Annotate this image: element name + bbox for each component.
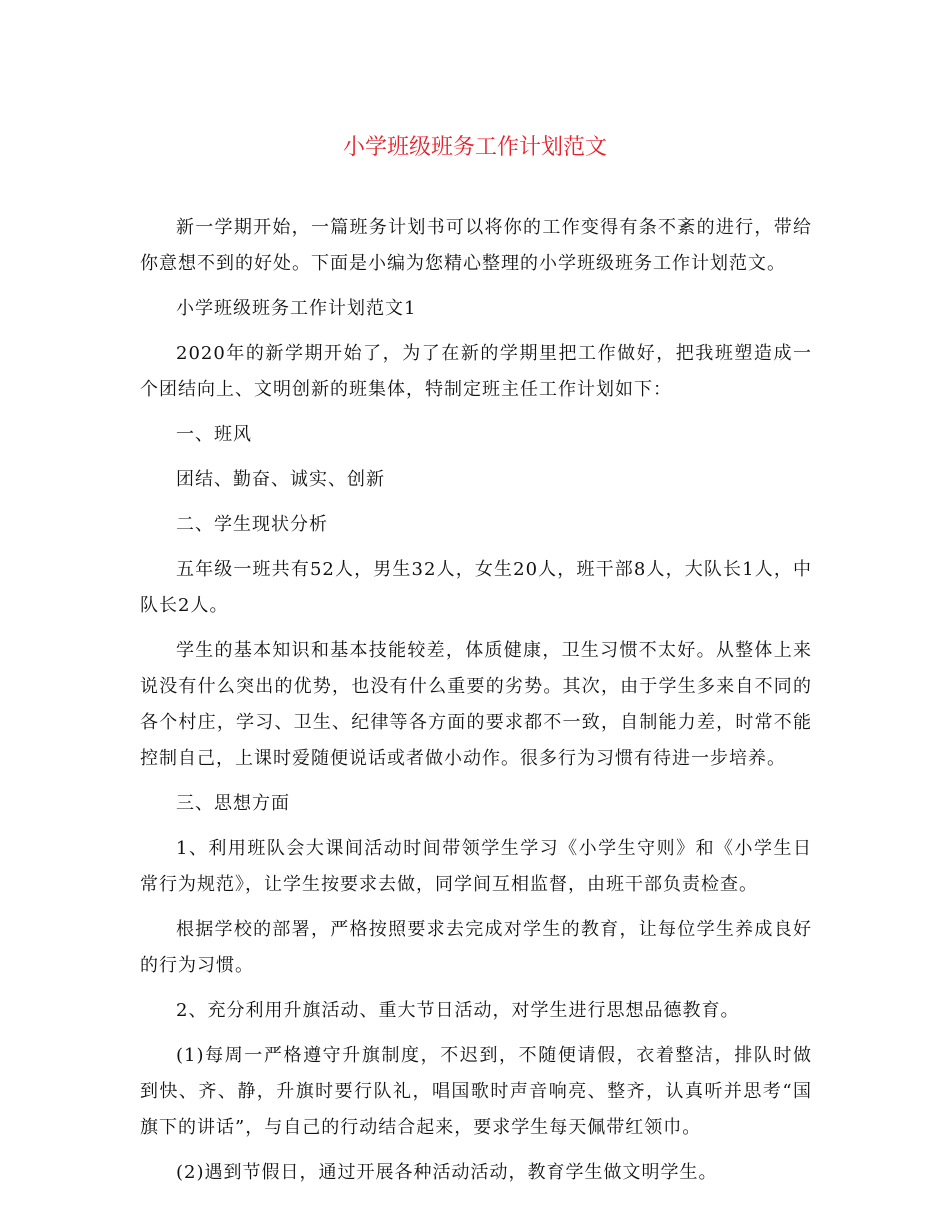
paragraph-ideology-1: 1、利用班队会大课间活动时间带领学生学习《小学生守则》和《小学生日常行为规范》，让学生按要求去做，同学间互相监督，由班干部负责检查。 (140, 838, 812, 895)
section-heading-plan-1: 小学班级班务工作计划范文1 (176, 298, 417, 319)
paragraph-student-analysis: 学生的基本知识和基本技能较差，体质健康，卫生习惯不太好。从整体上来说没有什么突出的优势，也没有什么重要的劣势。其次，由于学生多来自不同的各个村庄，学习、卫生、纪律等各方面的要求都不一致，自制能力差，时常不能控制自己，上课时爱随便说话或者做小动作。很多行为习惯有待进一步培养。 (140, 640, 812, 769)
paragraph-holidays: (2)遇到节假日，通过开展各种活动活动，教育学生做文明学生。 (176, 1162, 718, 1183)
paragraph-plan-intro: 2020年的新学期开始了，为了在新的学期里把工作做好，把我班塑造成一个团结向上、文明创新的班集体，特制定班主任工作计划如下： (140, 343, 812, 400)
heading-ideology: 三、思想方面 (176, 793, 290, 814)
paragraph-class-style: 团结、勤奋、诚实、创新 (176, 469, 385, 490)
paragraph-flag-raising: (1)每周一严格遵守升旗制度，不迟到，不随便请假，衣着整洁，排队时做到快、齐、静，升旗时要行队礼，唱国歌时声音响亮、整齐，认真听并思考“国旗下的讲话”，与自己的行动结合起来，要求学生每天佩带红领巾。 (140, 1045, 812, 1138)
heading-class-style: 一、班风 (176, 424, 252, 445)
document-body (140, 210, 812, 1191)
paragraph-student-count: 五年级一班共有52人，男生32人，女生20人，班干部8人，大队长1人，中队长2人。 (140, 559, 812, 616)
heading-student-analysis: 二、学生现状分析 (176, 514, 328, 535)
paragraph-intro: 新一学期开始，一篇班务计划书可以将你的工作变得有条不紊的进行，带给你意想不到的好处。下面是小编为您精心整理的小学班级班务工作计划范文。 (140, 217, 812, 274)
document-title: 小学班级班务工作计划范文 (342, 135, 607, 160)
paragraph-ideology-2: 2、充分利用升旗活动、重大节日活动，对学生进行思想品德教育。 (176, 1000, 740, 1021)
paragraph-ideology-deploy: 根据学校的部署，严格按照要求去完成对学生的教育，让每位学生养成良好的行为习惯。 (140, 919, 812, 976)
